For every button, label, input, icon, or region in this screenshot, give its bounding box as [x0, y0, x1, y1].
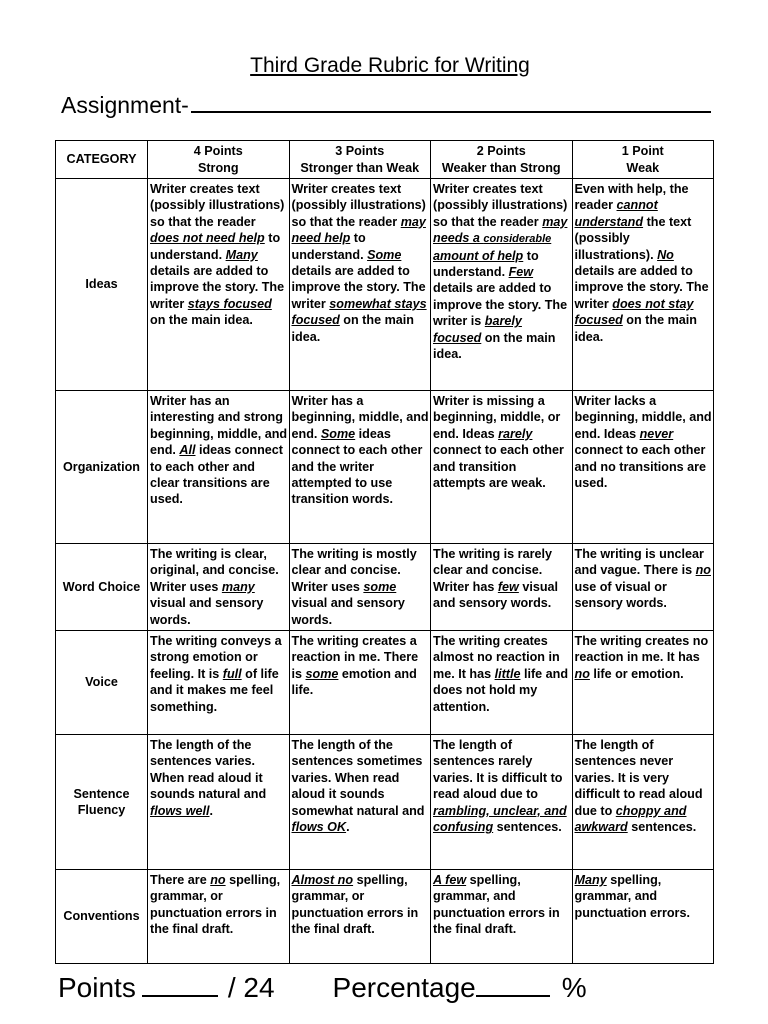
criteria-cell [148, 870, 290, 964]
rubric-row [56, 870, 714, 964]
points-blank [142, 975, 218, 997]
cell-text: sentences. [627, 820, 697, 835]
header-line1: 3 Points [335, 144, 385, 159]
emphasis-text: amount of help [433, 248, 524, 263]
cell-text: sentences. [493, 820, 562, 835]
rubric-row [56, 544, 714, 631]
criteria-cell [431, 391, 573, 544]
emphasis-text: no [574, 666, 590, 681]
emphasis-text: little [494, 666, 521, 681]
cell-text: The length of the sentences varies. When read aloud it sounds natural and [150, 738, 267, 802]
header-line1: 4 Points [193, 144, 243, 159]
rubric-row [56, 179, 714, 391]
cell-text: The writing is unclear and vague. There is [574, 547, 704, 578]
category-cell: Sentence Fluency [56, 735, 148, 870]
cell-text: The writing creates no reaction in me. It has [574, 634, 709, 665]
emphasis-text: stays focused [187, 296, 272, 311]
header-line2: Weak [626, 160, 660, 175]
emphasis-text: A few [433, 873, 467, 888]
cell-text: Writer is missing a beginning, middle, or end. Ideas [433, 394, 561, 441]
cell-text: details are added to improve the story. The writer [291, 264, 426, 311]
cell-text: The writing creates almost no reaction in me. It has [433, 634, 560, 681]
rubric-row [56, 631, 714, 735]
cell-text: Writer has an interesting and strong beginning, middle, and end. [150, 394, 288, 458]
emphasis-text: many [221, 579, 255, 594]
emphasis-text: full [222, 666, 242, 681]
cell-text: . [346, 820, 350, 835]
header-cell [431, 141, 573, 179]
emphasis-text: may needs a [433, 214, 568, 246]
cell-text: to understand. [150, 231, 281, 262]
cell-text: use of visual or sensory words. [574, 579, 667, 611]
small-emphasis-text: considerable [483, 233, 552, 246]
emphasis-text: cannot understand [574, 198, 658, 229]
header-cell [148, 141, 290, 179]
criteria-cell [148, 179, 290, 391]
emphasis-text: rambling, unclear, and confusing [433, 803, 567, 835]
emphasis-text: Few [508, 265, 534, 280]
cell-text: details are added to improve the story. The writer [150, 264, 285, 311]
header-cell [56, 141, 148, 179]
emphasis-text: No [657, 247, 674, 262]
header-line1: CATEGORY [66, 152, 137, 167]
cell-text: Writer creates text (possibly illustrations) so that the reader [291, 182, 426, 229]
emphasis-text: flows OK [291, 820, 347, 835]
emphasis-text: somewhat stays focused [291, 296, 427, 328]
criteria-cell [431, 179, 573, 391]
criteria-cell [289, 544, 431, 631]
emphasis-text: some [363, 579, 397, 594]
cell-text: The length of sentences rarely varies. It is difficult to read aloud due to [433, 738, 563, 802]
emphasis-text: barely focused [433, 314, 522, 345]
criteria-cell [431, 870, 573, 964]
cell-text: ideas connect to each other and the writer attempted to use transition words. [291, 426, 423, 507]
category-cell: Organization [56, 391, 148, 544]
header-row [56, 141, 714, 179]
cell-text: details are added to improve the story. The writer [574, 264, 709, 311]
header-cell [289, 141, 431, 179]
header-cell [572, 141, 714, 179]
percent-sign: % [561, 972, 587, 1003]
emphasis-text: Almost no [291, 873, 354, 888]
header-line1: 2 Points [476, 144, 526, 159]
criteria-cell [289, 870, 431, 964]
cell-text: ideas connect to each other and clear transitions are used. [150, 443, 283, 507]
cell-text: on the main idea. [433, 330, 556, 362]
criteria-cell [148, 735, 290, 870]
criteria-cell [572, 735, 714, 870]
cell-text: spelling, grammar, or punctuation errors in the final draft. [291, 873, 419, 937]
points-label: Points [58, 972, 136, 1003]
cell-text: on the main idea. [291, 313, 414, 344]
cell-text: The length of the sentences sometimes varies. When read aloud it sounds somewhat natural and [291, 738, 425, 818]
rubric-body [56, 179, 714, 964]
criteria-cell [431, 735, 573, 870]
cell-text: life and does not hold my attention. [433, 666, 569, 714]
cell-text: The length of sentences never varies. It is very difficult to read aloud due to [574, 738, 703, 818]
percentage-blank [476, 975, 550, 997]
cell-text: connect to each other and transition attempts are weak. [433, 443, 564, 491]
cell-text: spelling, grammar, and punctuation errors in the final draft. [433, 873, 560, 937]
cell-text: There are [150, 873, 211, 888]
cell-text: The writing creates a reaction in me. There is [291, 634, 419, 681]
cell-text: life or emotion. [589, 666, 684, 681]
emphasis-text: few [497, 579, 519, 594]
criteria-cell [572, 870, 714, 964]
cell-text: visual and sensory words. [150, 596, 264, 627]
criteria-cell [572, 544, 714, 631]
criteria-cell [148, 391, 290, 544]
cell-text: Even with help, the reader [574, 182, 689, 213]
emphasis-text: no [210, 873, 226, 888]
emphasis-text: rarely [498, 426, 533, 441]
page-title: Third Grade Rubric for Writing [250, 54, 530, 77]
emphasis-text: Some [320, 426, 356, 441]
emphasis-text: may need help [291, 214, 426, 246]
category-cell: Ideas [56, 179, 148, 391]
criteria-cell [289, 631, 431, 735]
emphasis-text: All [179, 443, 196, 458]
cell-text: visual and sensory words. [433, 579, 559, 611]
cell-text: details are added to improve the story. The writer is [433, 281, 568, 329]
category-cell: Conventions [56, 870, 148, 964]
cell-text: on the main idea. [150, 313, 253, 328]
emphasis-text: does not stay focused [574, 296, 694, 328]
criteria-cell [572, 179, 714, 391]
criteria-cell [572, 391, 714, 544]
assignment-line [61, 92, 711, 119]
criteria-cell [148, 631, 290, 735]
assignment-blank [191, 93, 711, 113]
rubric-row [56, 735, 714, 870]
cell-text: the text (possibly illustrations). [574, 214, 692, 262]
emphasis-text: Some [367, 247, 402, 262]
emphasis-text: flows well [150, 803, 210, 818]
criteria-cell [431, 631, 573, 735]
cell-text: of life and it makes me feel something. [150, 666, 279, 714]
criteria-cell [148, 544, 290, 631]
cell-text: spelling, grammar, or punctuation errors in the final draft. [150, 873, 281, 937]
cell-text: Writer lacks a beginning, middle, and end. Ideas [574, 394, 712, 441]
emphasis-text: does not need help [150, 231, 265, 246]
emphasis-text: no [695, 563, 711, 578]
cell-text: The writing is rarely clear and concise. Writer has [433, 547, 552, 594]
points-total: / 24 [227, 972, 275, 1003]
cell-text: The writing is clear, original, and concise. Writer uses [150, 547, 279, 594]
criteria-cell [431, 544, 573, 631]
cell-text: to understand. [433, 248, 539, 280]
rubric-row [56, 391, 714, 544]
cell-text: to understand. [291, 231, 368, 262]
cell-text: . [209, 803, 213, 818]
percentage-label: Percentage [332, 972, 476, 1003]
emphasis-text: choppy and awkward [574, 803, 687, 835]
emphasis-text: never [639, 426, 674, 441]
header-line1: 1 Point [621, 144, 664, 159]
cell-text: visual and sensory words. [291, 596, 405, 627]
header-line2: Stronger than Weak [300, 160, 420, 175]
category-cell: Word Choice [56, 544, 148, 631]
criteria-cell [289, 735, 431, 870]
cell-text: Writer creates text (possibly illustrations) so that the reader [433, 182, 568, 229]
emphasis-text: Many [574, 873, 607, 888]
cell-text: connect to each other and no transitions are used. [574, 443, 707, 491]
emphasis-text: some [305, 666, 339, 681]
emphasis-text: Many [225, 247, 258, 262]
cell-text: The writing conveys a strong emotion or feeling. It is [150, 634, 282, 681]
cell-text: Writer creates text (possibly illustrations) so that the reader [150, 182, 285, 229]
criteria-cell [289, 391, 431, 544]
category-cell: Voice [56, 631, 148, 735]
criteria-cell [572, 631, 714, 735]
cell-text: emotion and life. [291, 666, 417, 698]
header-line2: Strong [197, 160, 239, 175]
cell-text: spelling, grammar, and punctuation errors. [574, 873, 690, 920]
header-line2: Weaker than Strong [441, 160, 561, 175]
score-footer [58, 972, 587, 1004]
rubric-table [55, 140, 714, 964]
criteria-cell [289, 179, 431, 391]
cell-text: Writer has a beginning, middle, and end. [291, 394, 429, 441]
assignment-label: Assignment- [61, 92, 189, 118]
cell-text: on the main idea. [574, 313, 697, 344]
cell-text: The writing is mostly clear and concise. Writer uses [291, 547, 417, 594]
